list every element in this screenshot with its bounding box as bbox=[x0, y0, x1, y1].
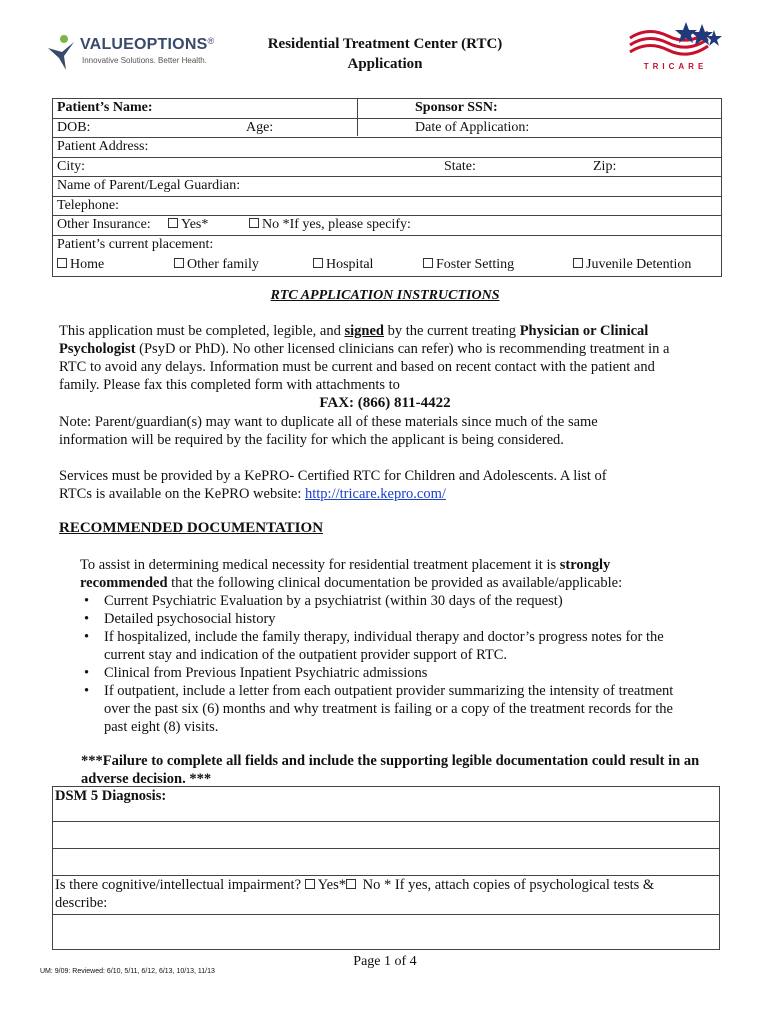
diagnosis-blank-row[interactable] bbox=[53, 822, 719, 849]
checkbox-icon[interactable] bbox=[313, 258, 323, 268]
instructions-line1: This application must be completed, legible, and signed by the current treating Physician or Clinical bbox=[59, 323, 649, 339]
instructions-heading: RTC APPLICATION INSTRUCTIONS bbox=[270, 288, 500, 303]
instructions-line4: family. Please fax this completed form with attachments to bbox=[59, 377, 400, 393]
list-item: • If outpatient, include a letter from each outpatient provider summarizing the intensity of treatment over the past six (6) months and why treatment is failing or a copy of the treatment records for the past eight (8) visits. bbox=[78, 682, 698, 736]
row-address bbox=[53, 138, 721, 158]
placement-juvenile-option[interactable]: Juvenile Detention bbox=[573, 256, 691, 274]
diagnosis-blank-row[interactable] bbox=[53, 849, 719, 876]
insurance-no-option[interactable]: No *If yes, please specify: bbox=[249, 216, 411, 234]
list-item: • If hospitalized, include the family therapy, individual therapy and doctor’s progress notes for the current stay and indication of the outpatient provider support of RTC. bbox=[78, 628, 698, 664]
page-number: Page 1 of 4 bbox=[353, 954, 417, 969]
flag-stars-icon bbox=[628, 18, 723, 62]
checkbox-icon[interactable] bbox=[57, 258, 67, 268]
placement-hospital-option[interactable]: Hospital bbox=[313, 256, 373, 274]
placement-foster-option[interactable]: Foster Setting bbox=[423, 256, 514, 274]
row-dob bbox=[53, 119, 721, 139]
row-placement bbox=[53, 236, 721, 276]
page-title: Residential Treatment Center (RTC) bbox=[267, 36, 503, 52]
tricare-wordmark: TRICARE bbox=[643, 62, 708, 71]
city-label: City: bbox=[57, 158, 86, 174]
zip-label: Zip: bbox=[593, 158, 617, 174]
page-subtitle: Application bbox=[347, 56, 423, 72]
column-divider bbox=[357, 98, 358, 136]
documentation-list bbox=[78, 592, 698, 736]
documentation-heading: RECOMMENDED DOCUMENTATION bbox=[59, 520, 324, 536]
services-line1: Services must be provided by a KePRO- Certified RTC for Children and Adolescents. A list of bbox=[59, 468, 607, 484]
checkbox-icon[interactable] bbox=[305, 879, 315, 889]
checkbox-icon[interactable] bbox=[346, 879, 356, 889]
list-item: • Current Psychiatric Evaluation by a psychiatrist (within 30 days of the request) bbox=[78, 592, 698, 610]
tricare-logo bbox=[628, 18, 723, 76]
fax-number: FAX: (866) 811-4422 bbox=[319, 395, 451, 411]
checkbox-icon[interactable] bbox=[168, 218, 178, 228]
age-label: Age: bbox=[246, 119, 274, 135]
dob-label: DOB: bbox=[57, 119, 91, 135]
warning-text: ***Failure to complete all fields and include the supporting legible documentation could result in an adverse decision. *** bbox=[81, 753, 700, 787]
checkbox-icon[interactable] bbox=[249, 218, 259, 228]
documentation-intro-line1: To assist in determining medical necessity for residential treatment placement it is strongly bbox=[80, 557, 611, 573]
placement-label: Patient’s current placement: bbox=[57, 236, 214, 252]
cognitive-impairment-row: Is there cognitive/intellectual impairment? Yes* No * If yes, attach copies of psychological tests & describe: bbox=[53, 876, 719, 915]
revision-note: UM: 9/09: Reviewed: 6/10, 5/11, 6/12, 6/13, 10/13, 11/13 bbox=[40, 968, 215, 975]
documentation-intro-line2: recommended that the following clinical documentation be provided as available/applicable: bbox=[80, 575, 623, 591]
sponsor-ssn-label: Sponsor SSN: bbox=[415, 100, 498, 115]
patient-address-label: Patient Address: bbox=[57, 139, 149, 154]
note-line1: Note: Parent/guardian(s) may want to duplicate all of these materials since much of the same bbox=[59, 414, 598, 430]
list-item: • Clinical from Previous Inpatient Psychiatric admissions bbox=[78, 664, 698, 682]
placement-other-family-option[interactable]: Other family bbox=[174, 256, 259, 274]
checkbox-icon[interactable] bbox=[423, 258, 433, 268]
instructions-line2: Psychologist (PsyD or PhD). No other licensed clinicians can refer) who is recommending treatment in a bbox=[59, 341, 670, 357]
row-name bbox=[53, 99, 721, 119]
logo-tagline: Innovative Solutions. Better Health. bbox=[82, 56, 207, 65]
placement-home-option[interactable]: Home bbox=[57, 256, 104, 274]
checkbox-icon[interactable] bbox=[174, 258, 184, 268]
insurance-yes-option[interactable]: Yes* bbox=[168, 216, 208, 234]
patient-info-table bbox=[52, 98, 722, 277]
diagnosis-table bbox=[52, 786, 720, 950]
row-telephone bbox=[53, 197, 721, 217]
checkbox-icon[interactable] bbox=[573, 258, 583, 268]
instructions-line3: RTC to avoid any delays. Information must be current and based on recent contact with the patient and bbox=[59, 359, 655, 375]
row-insurance bbox=[53, 216, 721, 236]
note-line2: information will be required by the facility for which the applicant is being considered. bbox=[59, 432, 564, 448]
row-guardian bbox=[53, 177, 721, 197]
describe-label: describe: bbox=[55, 895, 108, 911]
guardian-label: Name of Parent/Legal Guardian: bbox=[57, 178, 241, 193]
dsm-diagnosis-row[interactable] bbox=[53, 787, 719, 822]
other-insurance-label: Other Insurance: bbox=[57, 217, 151, 232]
cognitive-answer-row[interactable] bbox=[53, 915, 719, 949]
date-of-application-label: Date of Application: bbox=[415, 119, 530, 135]
telephone-label: Telephone: bbox=[57, 197, 119, 213]
list-item: • Detailed psychosocial history bbox=[78, 610, 698, 628]
state-label: State: bbox=[444, 158, 476, 174]
row-city bbox=[53, 158, 721, 178]
services-line2: RTCs is available on the KePRO website: http://tricare.kepro.com/ bbox=[59, 486, 446, 502]
patient-name-label: Patient’s Name: bbox=[57, 100, 153, 115]
dsm-diagnosis-label: DSM 5 Diagnosis: bbox=[55, 788, 167, 804]
logo-name: VALUEOPTIONS® bbox=[80, 36, 215, 53]
kepro-link[interactable]: http://tricare.kepro.com/ bbox=[305, 486, 446, 502]
